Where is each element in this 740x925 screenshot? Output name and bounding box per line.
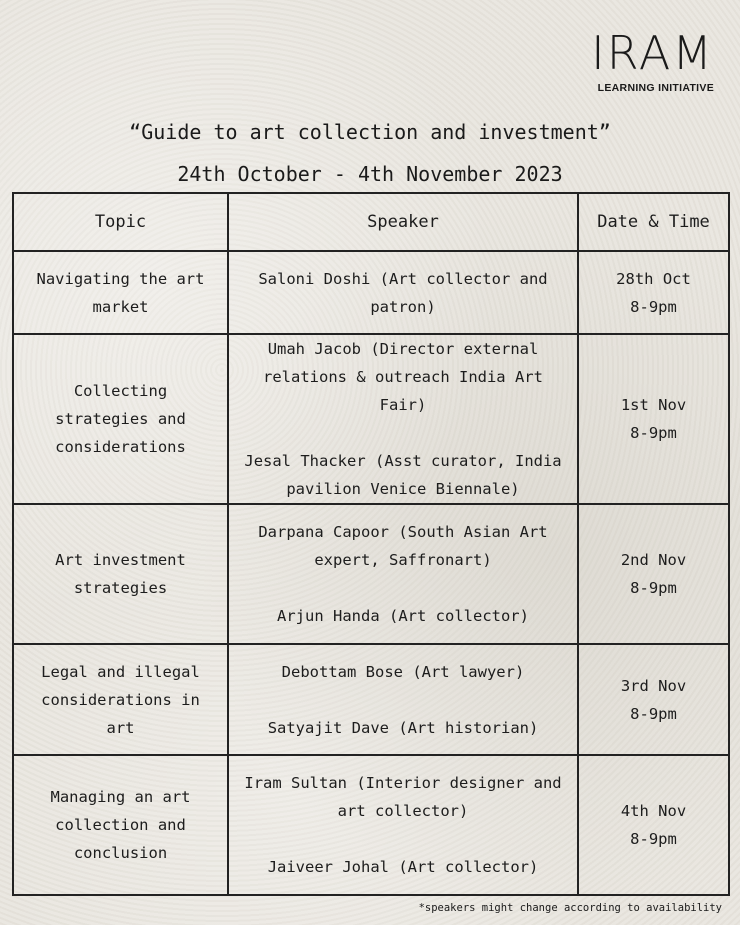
speaker-name: Jesal Thacker (Asst curator, India pavilion Venice Biennale) [244, 452, 562, 498]
session-time: 8-9pm [630, 297, 677, 316]
session-time: 8-9pm [630, 704, 677, 723]
date-time-cell [578, 644, 729, 755]
event-dates: 24th October - 4th November 2023 [177, 162, 563, 186]
speaker-name: Debottam Bose (Art lawyer) [281, 662, 525, 681]
speaker-name: Darpana Capoor (South Asian Art expert, Saffronart) [258, 523, 548, 569]
session-date: 2nd Nov [620, 551, 687, 569]
table-header-row [13, 193, 729, 251]
header-date-time: Date & Time [578, 193, 729, 251]
speaker-name: Saloni Doshi (Art collector and patron) [258, 269, 548, 316]
speaker-name: Umah Jacob (Director external relations & outreach India Art Fair) [263, 340, 543, 414]
topic-cell: Collecting strategies and considerations [13, 334, 228, 504]
session-date: 28th Oct [616, 269, 691, 288]
availability-footnote: *speakers might change according to availability [418, 902, 722, 914]
header-topic: Topic [13, 193, 228, 251]
session-time: 8-9pm [630, 579, 677, 597]
speaker-cell [228, 644, 578, 755]
session-time: 8-9pm [630, 830, 677, 848]
session-date: 1st Nov [620, 396, 687, 414]
topic-cell: Navigating the art market [13, 251, 228, 334]
topic-cell: Legal and illegal considerations in art [13, 644, 228, 755]
table-row [13, 755, 729, 895]
speaker-cell [228, 334, 578, 504]
date-time-cell [578, 251, 729, 334]
event-title: “Guide to art collection and investment” [129, 120, 611, 144]
speaker-name: Satyajit Dave (Art historian) [267, 718, 539, 737]
topic-cell: Art investment strategies [13, 504, 228, 644]
table-row [13, 504, 729, 644]
date-time-cell [578, 755, 729, 895]
speaker-name: Jaiveer Johal (Art collector) [267, 858, 539, 876]
brand-logo [584, 26, 714, 94]
topic-cell: Managing an art collection and conclusion [13, 755, 228, 895]
table-row [13, 251, 729, 334]
table-row [13, 334, 729, 504]
speaker-cell [228, 251, 578, 334]
brand-subtitle: LEARNING INITIATIVE [597, 82, 714, 94]
session-date: 4th Nov [620, 802, 687, 820]
speaker-cell [228, 755, 578, 895]
header-speaker: Speaker [228, 193, 578, 251]
table-row [13, 644, 729, 755]
schedule-table [12, 192, 730, 896]
speaker-cell [228, 504, 578, 644]
date-time-cell [578, 334, 729, 504]
speaker-name: Arjun Handa (Art collector) [277, 607, 529, 625]
session-time: 8-9pm [630, 424, 677, 442]
session-date: 3rd Nov [620, 676, 687, 695]
brand-name: IRAM [591, 26, 714, 80]
date-time-cell [578, 504, 729, 644]
speaker-name: Iram Sultan (Interior designer and art collector) [244, 774, 562, 820]
